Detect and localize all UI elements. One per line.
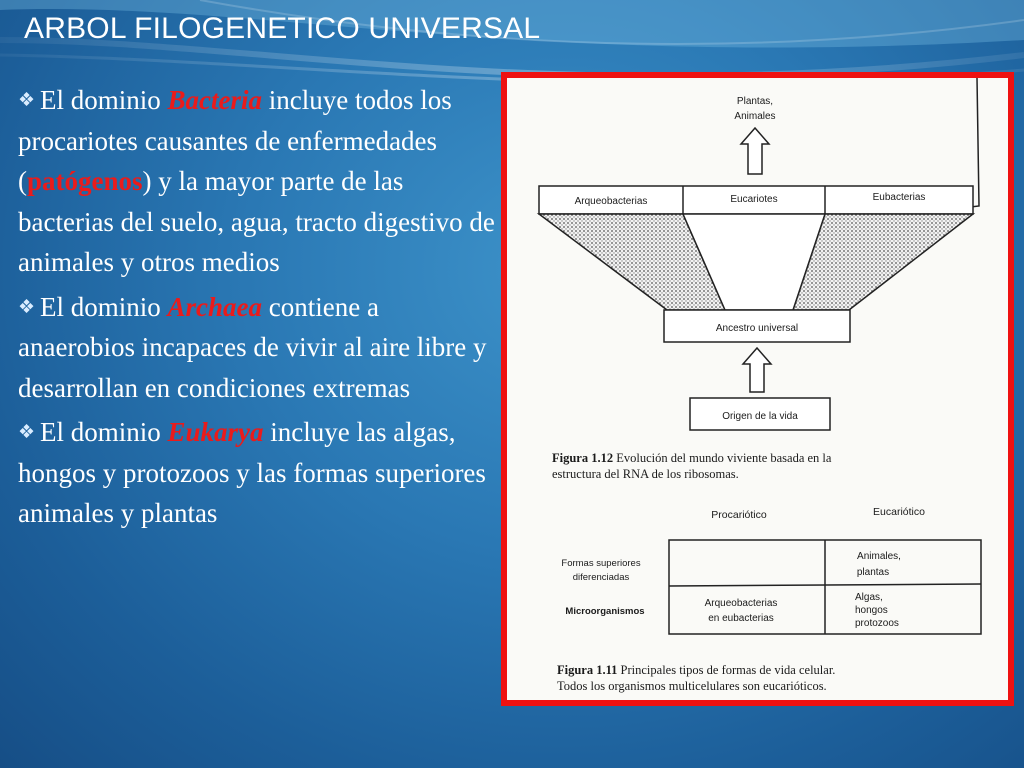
figure-frame	[501, 72, 1014, 706]
cell-protozoos: protozoos	[855, 618, 899, 629]
cell-animales: Animales,	[857, 551, 901, 562]
domain-term-eukarya: Eukarya	[167, 417, 264, 447]
domain-arqueobacterias: Arqueobacterias	[574, 196, 648, 207]
domain-eucariotes: Eucariotes	[730, 194, 778, 205]
slide-title: ARBOL FILOGENETICO UNIVERSAL	[24, 12, 541, 45]
col-header-procariotico: Procariótico	[711, 509, 767, 521]
caption-1-11-line1: Figura 1.11 Principales tipos de formas de vida celular.	[557, 663, 836, 677]
col-header-eucariotico: Eucariótico	[873, 506, 925, 518]
top-label-line1: Plantas,	[736, 96, 774, 107]
cell-plantas: plantas	[856, 567, 890, 578]
diamond-bullet-icon: ❖	[18, 296, 36, 318]
bullet-text: El dominio	[40, 417, 168, 447]
bullet-archaea	[18, 287, 498, 409]
top-label-line2: Animales	[734, 111, 776, 122]
caption-1-12-line1: Figura 1.12 Evolución del mundo viviente basada en la	[552, 451, 832, 465]
cell-hongos: hongos	[855, 605, 888, 616]
cell-arqueobacterias: Arqueobacterias	[704, 598, 778, 609]
bullet-text: contiene a anaerobios incapaces de vivir al aire libre y desarrollan en condiciones extremas	[18, 291, 487, 403]
keyword-patogenos: patógenos	[27, 166, 143, 196]
diamond-bullet-icon: ❖	[18, 422, 36, 443]
domain-term-archaea: Archaea	[167, 291, 262, 322]
cell-eubacterias: en eubacterias	[708, 613, 774, 624]
bullet-text: El dominio	[40, 85, 168, 115]
domain-term-bacteria: Bacteria	[167, 85, 262, 115]
ancestor-label: Ancestro universal	[715, 323, 799, 334]
bullet-text: ) y la mayor parte de las bacterias del suelo, agua, tracto digestivo de animales y otros medios	[18, 166, 495, 277]
bullet-bacteria	[18, 80, 498, 283]
bullet-text: incluye las algas, hongos y protozoos y las formas superiores animales y plantas	[18, 417, 486, 528]
cell-algas: Algas,	[855, 592, 883, 603]
caption-1-11-line2: Todos los organismos multicelulares son eucarióticos.	[557, 679, 827, 693]
row-header-formas-line2: diferenciadas	[572, 572, 630, 583]
phylogenetic-figure	[507, 78, 1008, 700]
bullet-eukarya	[18, 412, 498, 534]
bullet-text: El dominio	[40, 291, 168, 322]
bullet-text: incluye todos los procariotes causantes de enfermedades (	[18, 85, 452, 196]
arrow-up-icon	[741, 128, 769, 174]
arrow-up-icon	[743, 348, 771, 392]
caption-1-12-line2: estructura del RNA de los ribosomas.	[552, 467, 739, 481]
diamond-bullet-icon: ❖	[18, 90, 36, 111]
bullet-list	[18, 80, 498, 538]
row-header-microorganismos: Microorganismos	[565, 606, 645, 617]
origin-label: Origen de la vida	[722, 411, 798, 422]
row-header-formas-line1: Formas superiores	[561, 558, 641, 569]
domain-eubacterias: Eubacterias	[872, 192, 926, 203]
